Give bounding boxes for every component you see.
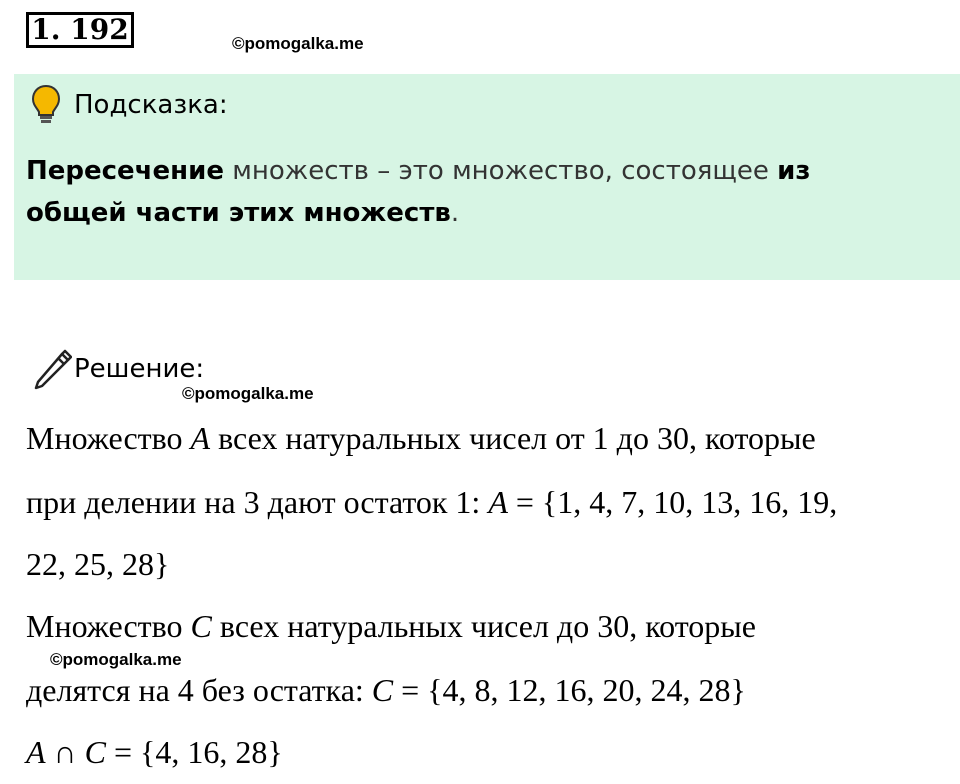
hint-common-part: общей части этих множеств	[26, 198, 451, 228]
hint-title: Подсказка:	[74, 90, 228, 120]
solution-line-4: Множество C всех натуральных чисел до 30, которые	[26, 608, 756, 644]
watermark: ©pomogalka.me	[232, 34, 364, 53]
hint-term: Пересечение	[26, 156, 224, 186]
watermark-2: ©pomogalka.me	[182, 384, 314, 403]
solution-line-1: Множество A всех натуральных чисел от 1 до 30, которые	[26, 420, 816, 456]
solution-line-5: делятся на 4 без остатка: C = {4, 8, 12, 16, 20, 24, 28}	[26, 672, 746, 708]
solution-title: Решение:	[74, 354, 205, 384]
watermark-3: ©pomogalka.me	[50, 650, 182, 669]
hint-definition: множеств – это множество, состоящее	[223, 156, 778, 186]
solution-line-6: A ∩ C = {4, 16, 28}	[26, 734, 283, 770]
hint-period: .	[450, 198, 460, 228]
lightbulb-icon	[30, 84, 62, 126]
solution-line-3: 22, 25, 28}	[26, 546, 170, 582]
pencil-icon	[30, 346, 72, 390]
solution-line-2: при делении на 3 дают остаток 1: A = {1, 4, 7, 10, 13, 16, 19,	[26, 484, 838, 520]
hint-from: из	[777, 156, 811, 186]
problem-number: 1. 192	[26, 12, 134, 48]
hint-text	[26, 150, 936, 234]
